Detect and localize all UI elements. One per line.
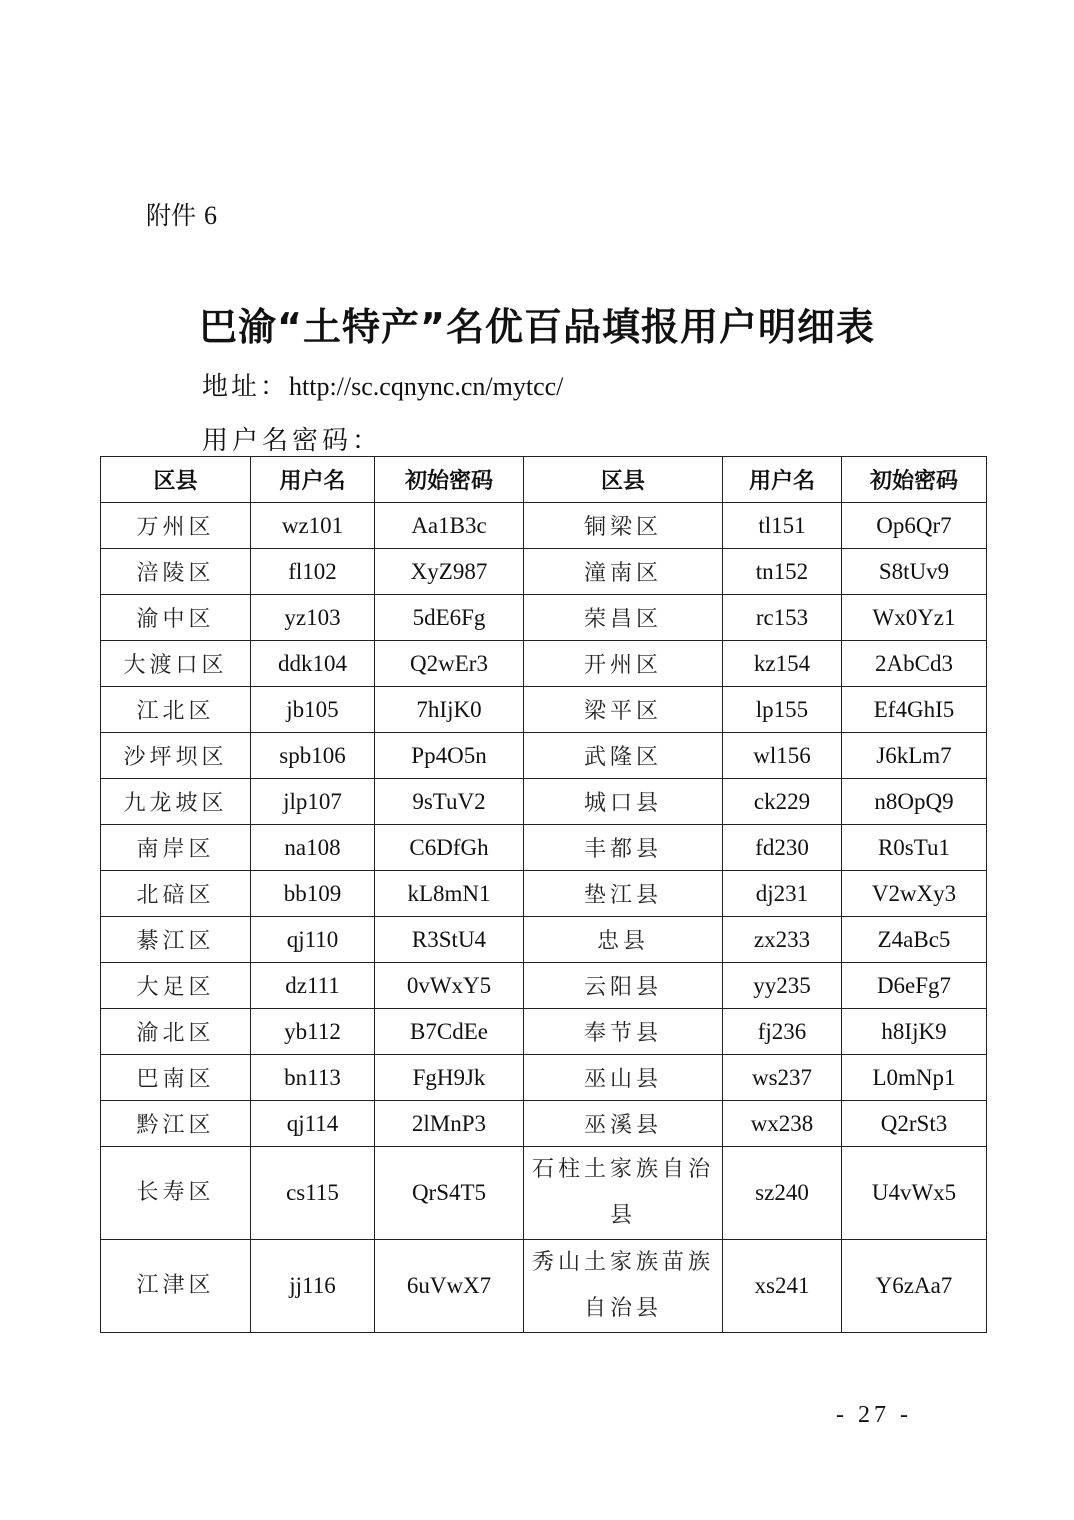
district-cell: 綦江区 xyxy=(101,917,251,963)
attachment-label xyxy=(146,196,217,232)
password-cell: Ef4GhI5 xyxy=(842,687,987,733)
password-cell: L0mNp1 xyxy=(842,1055,987,1101)
password-cell: Op6Qr7 xyxy=(842,503,987,549)
username-cell: yb112 xyxy=(251,1009,375,1055)
password-cell: 0vWxY5 xyxy=(375,963,524,1009)
password-cell: Z4aBc5 xyxy=(842,917,987,963)
attachment-text: 附件 xyxy=(146,201,197,230)
table-row xyxy=(101,825,987,871)
header-district: 区县 xyxy=(101,457,251,503)
password-cell: C6DfGh xyxy=(375,825,524,871)
accounts-table xyxy=(100,456,987,1333)
district-cell: 巫溪县 xyxy=(524,1101,723,1147)
address-line xyxy=(202,366,563,403)
district-cell: 忠县 xyxy=(524,917,723,963)
password-cell: D6eFg7 xyxy=(842,963,987,1009)
username-cell: ck229 xyxy=(723,779,842,825)
table-row xyxy=(101,733,987,779)
district-cell: 巴南区 xyxy=(101,1055,251,1101)
username-cell: ddk104 xyxy=(251,641,375,687)
table-row xyxy=(101,1147,987,1240)
document-title: 巴渝“土特产”名优百品填报用户明细表 xyxy=(199,305,875,349)
password-cell: R0sTu1 xyxy=(842,825,987,871)
table-row xyxy=(101,917,987,963)
username-cell: lp155 xyxy=(723,687,842,733)
username-cell: tl151 xyxy=(723,503,842,549)
table-row xyxy=(101,963,987,1009)
password-cell: FgH9Jk xyxy=(375,1055,524,1101)
password-cell: 9sTuV2 xyxy=(375,779,524,825)
district-cell: 南岸区 xyxy=(101,825,251,871)
username-cell: zx233 xyxy=(723,917,842,963)
password-cell: U4vWx5 xyxy=(842,1147,987,1240)
district-cell: 奉节县 xyxy=(524,1009,723,1055)
password-cell: Q2rSt3 xyxy=(842,1101,987,1147)
table-body xyxy=(101,503,987,1333)
table-header-row xyxy=(101,457,987,503)
district-cell: 大渡口区 xyxy=(101,641,251,687)
username-cell: yz103 xyxy=(251,595,375,641)
username-cell: xs241 xyxy=(723,1240,842,1333)
district-cell: 丰都县 xyxy=(524,825,723,871)
table-row xyxy=(101,1240,987,1333)
password-cell: 5dE6Fg xyxy=(375,595,524,641)
username-cell: dz111 xyxy=(251,963,375,1009)
password-cell: B7CdEe xyxy=(375,1009,524,1055)
header-password: 初始密码 xyxy=(842,457,987,503)
district-cell: 巫山县 xyxy=(524,1055,723,1101)
password-cell: Y6zAa7 xyxy=(842,1240,987,1333)
username-cell: jb105 xyxy=(251,687,375,733)
password-cell: QrS4T5 xyxy=(375,1147,524,1240)
password-cell: Pp4O5n xyxy=(375,733,524,779)
username-cell: fj236 xyxy=(723,1009,842,1055)
district-cell: 潼南区 xyxy=(524,549,723,595)
district-cell: 城口县 xyxy=(524,779,723,825)
district-cell: 垫江县 xyxy=(524,871,723,917)
district-cell: 渝中区 xyxy=(101,595,251,641)
password-cell: Wx0Yz1 xyxy=(842,595,987,641)
district-cell: 大足区 xyxy=(101,963,251,1009)
district-cell: 万州区 xyxy=(101,503,251,549)
username-cell: ws237 xyxy=(723,1055,842,1101)
username-cell: bb109 xyxy=(251,871,375,917)
credentials-label: 用户名密码： xyxy=(202,426,383,456)
username-cell: yy235 xyxy=(723,963,842,1009)
username-cell: tn152 xyxy=(723,549,842,595)
username-cell: na108 xyxy=(251,825,375,871)
address-label: 地址： xyxy=(202,372,290,402)
password-cell: J6kLm7 xyxy=(842,733,987,779)
password-cell: V2wXy3 xyxy=(842,871,987,917)
password-cell: h8IjK9 xyxy=(842,1009,987,1055)
password-cell: S8tUv9 xyxy=(842,549,987,595)
password-cell: XyZ987 xyxy=(375,549,524,595)
district-cell: 开州区 xyxy=(524,641,723,687)
username-cell: kz154 xyxy=(723,641,842,687)
password-cell: 2lMnP3 xyxy=(375,1101,524,1147)
header-username: 用户名 xyxy=(723,457,842,503)
district-cell: 武隆区 xyxy=(524,733,723,779)
district-cell: 九龙坡区 xyxy=(101,779,251,825)
username-cell: fd230 xyxy=(723,825,842,871)
table-row xyxy=(101,1055,987,1101)
table-row xyxy=(101,687,987,733)
district-cell: 涪陵区 xyxy=(101,549,251,595)
table-row xyxy=(101,549,987,595)
password-cell: kL8mN1 xyxy=(375,871,524,917)
attachment-number: 6 xyxy=(203,201,217,230)
password-cell: n8OpQ9 xyxy=(842,779,987,825)
password-cell: Aa1B3c xyxy=(375,503,524,549)
username-cell: wz101 xyxy=(251,503,375,549)
username-cell: qj114 xyxy=(251,1101,375,1147)
district-cell: 梁平区 xyxy=(524,687,723,733)
username-cell: wx238 xyxy=(723,1101,842,1147)
header-password: 初始密码 xyxy=(375,457,524,503)
district-cell: 长寿区 xyxy=(101,1147,251,1240)
address-url: http://sc.cqnync.cn/mytcc/ xyxy=(289,372,564,401)
username-cell: sz240 xyxy=(723,1147,842,1240)
table-row xyxy=(101,779,987,825)
username-cell: fl102 xyxy=(251,549,375,595)
district-cell: 北碚区 xyxy=(101,871,251,917)
username-cell: dj231 xyxy=(723,871,842,917)
table-row xyxy=(101,1101,987,1147)
header-district: 区县 xyxy=(524,457,723,503)
password-cell: 2AbCd3 xyxy=(842,641,987,687)
username-cell: qj110 xyxy=(251,917,375,963)
district-cell: 铜梁区 xyxy=(524,503,723,549)
table-row xyxy=(101,871,987,917)
password-cell: Q2wEr3 xyxy=(375,641,524,687)
district-cell: 江北区 xyxy=(101,687,251,733)
username-cell: bn113 xyxy=(251,1055,375,1101)
password-cell: R3StU4 xyxy=(375,917,524,963)
district-cell: 沙坪坝区 xyxy=(101,733,251,779)
page-number: - 27 - xyxy=(836,1402,912,1428)
district-cell: 渝北区 xyxy=(101,1009,251,1055)
username-cell: wl156 xyxy=(723,733,842,779)
district-cell: 江津区 xyxy=(101,1240,251,1333)
district-cell: 荣昌区 xyxy=(524,595,723,641)
table-row xyxy=(101,503,987,549)
password-cell: 6uVwX7 xyxy=(375,1240,524,1333)
username-cell: jlp107 xyxy=(251,779,375,825)
table-row xyxy=(101,1009,987,1055)
district-cell: 云阳县 xyxy=(524,963,723,1009)
password-cell: 7hIjK0 xyxy=(375,687,524,733)
header-username: 用户名 xyxy=(251,457,375,503)
username-cell: rc153 xyxy=(723,595,842,641)
district-cell: 石柱土家族自治县 xyxy=(524,1147,723,1240)
username-cell: spb106 xyxy=(251,733,375,779)
table-row xyxy=(101,641,987,687)
district-cell: 秀山土家族苗族自治县 xyxy=(524,1240,723,1333)
table-row xyxy=(101,595,987,641)
district-cell: 黔江区 xyxy=(101,1101,251,1147)
username-cell: cs115 xyxy=(251,1147,375,1240)
username-cell: jj116 xyxy=(251,1240,375,1333)
